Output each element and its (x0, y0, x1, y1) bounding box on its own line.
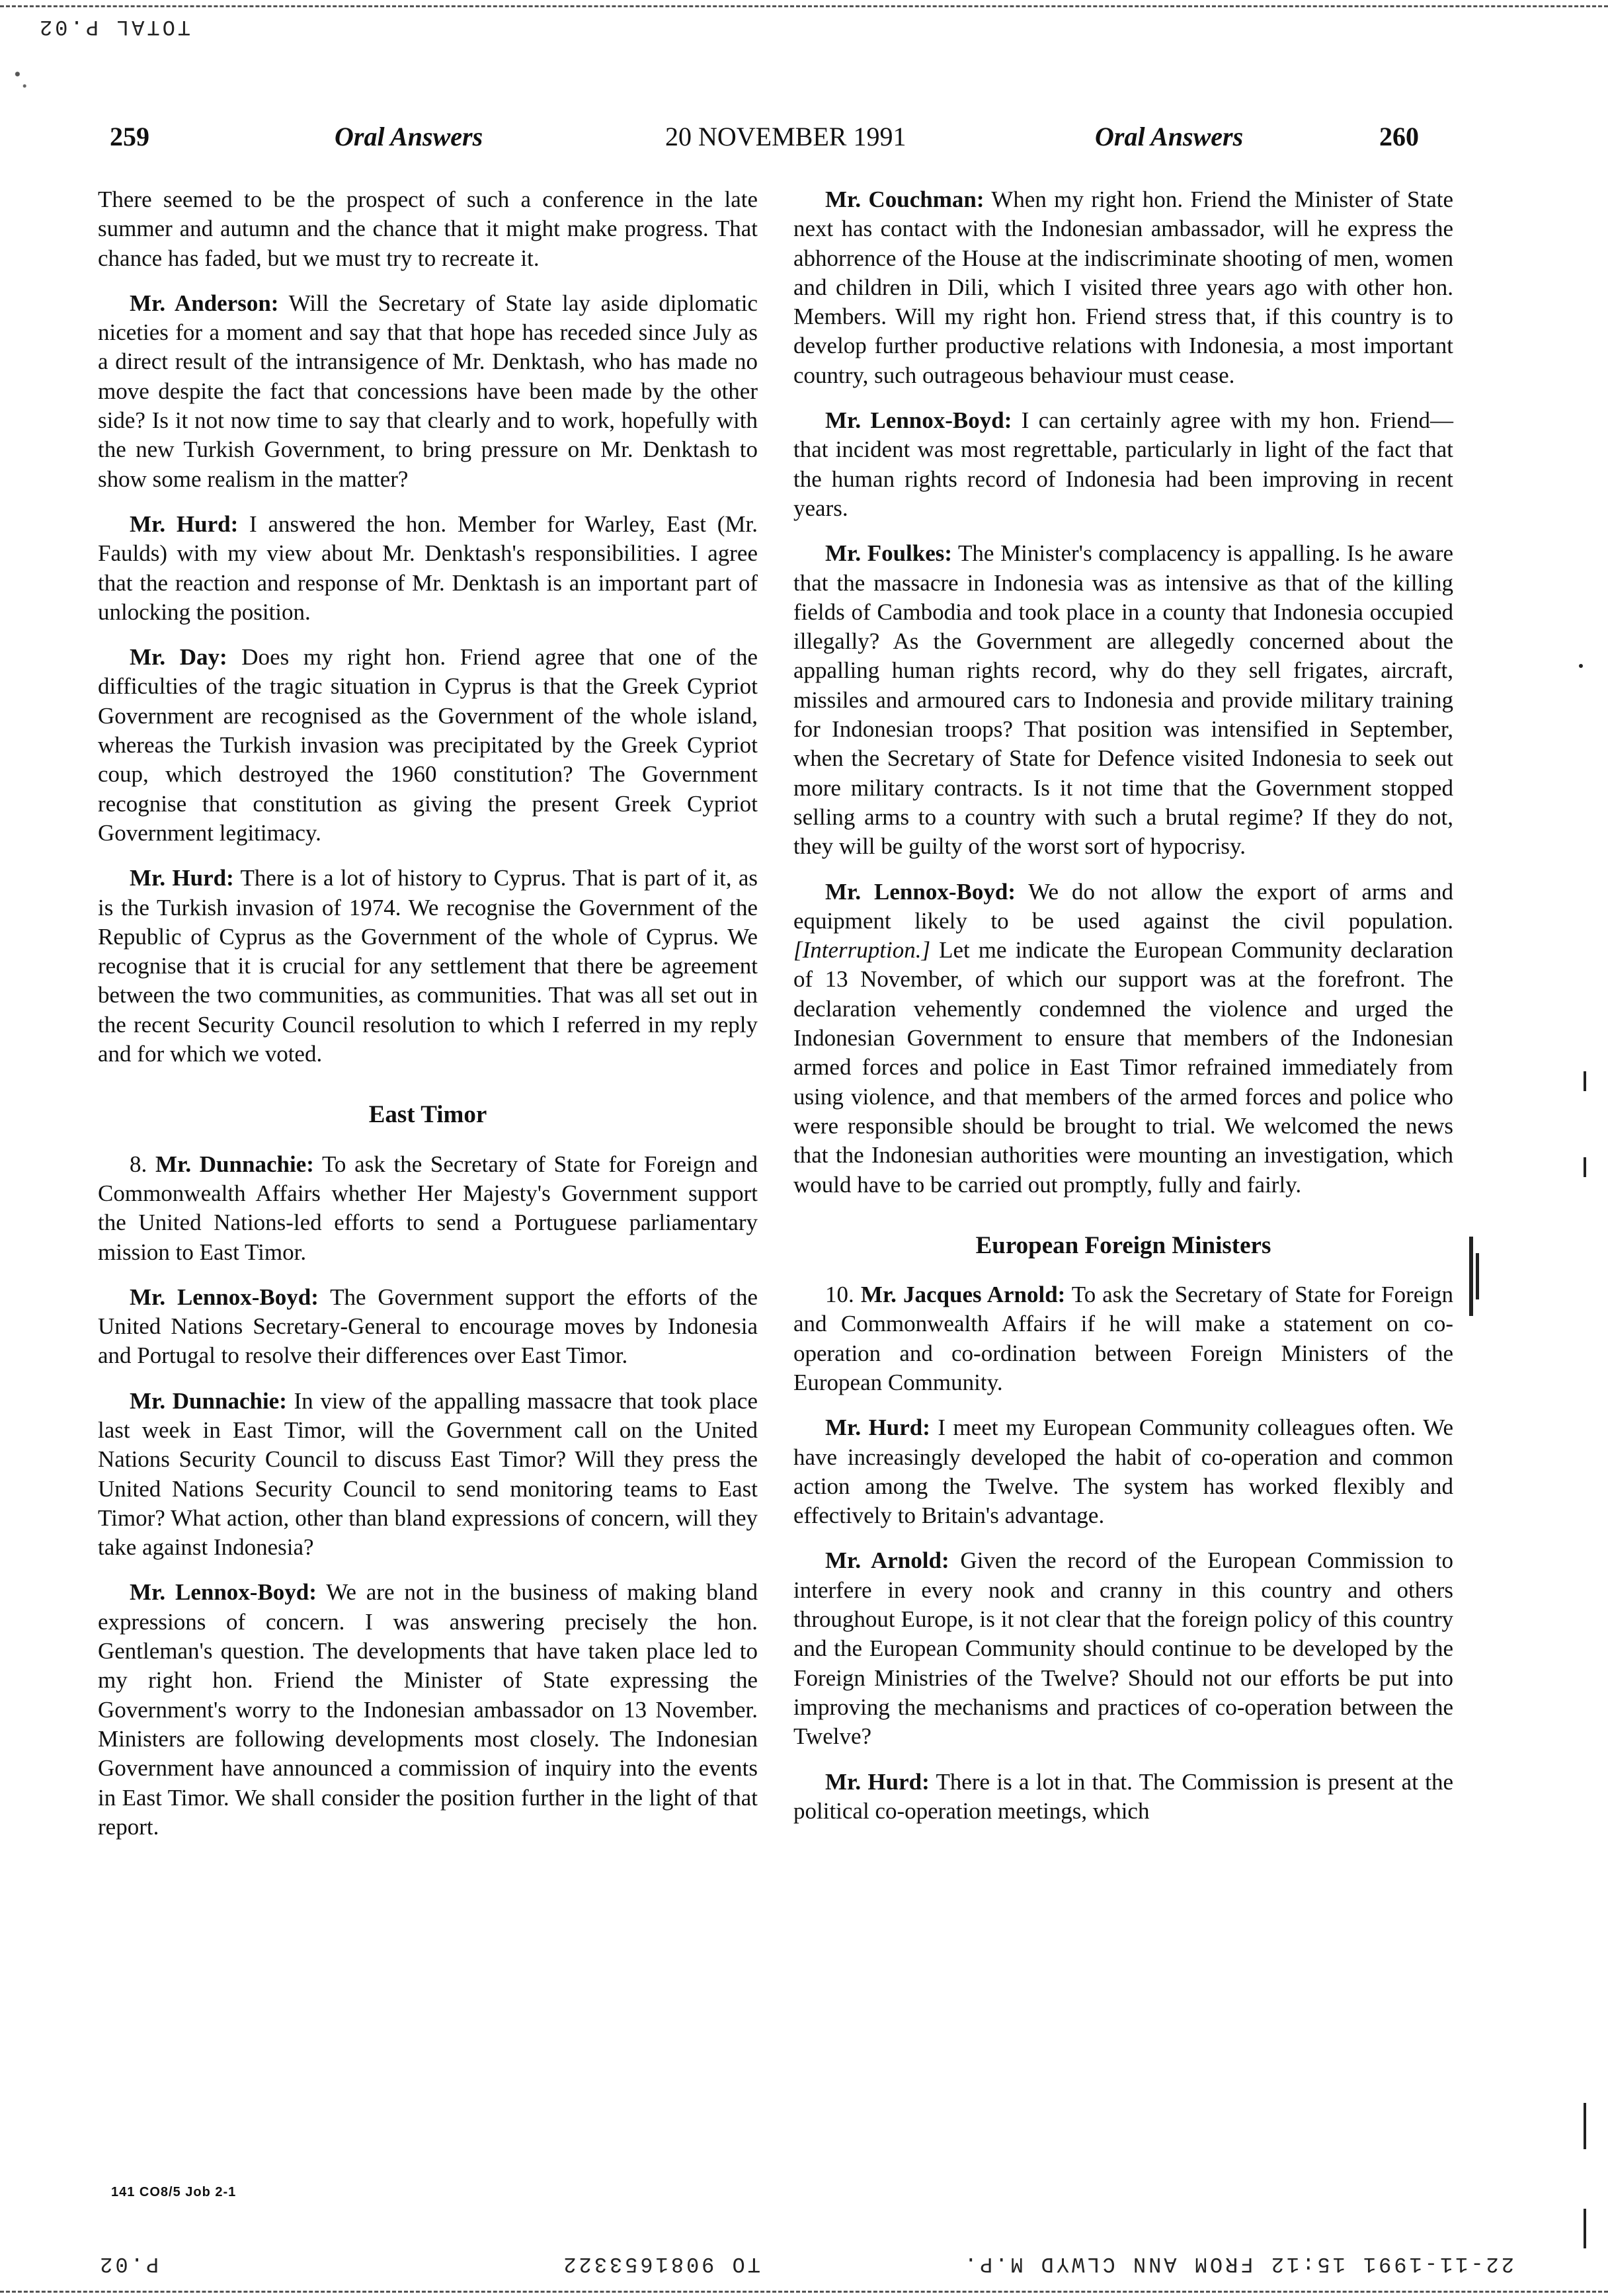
paragraph: There seemed to be the prospect of such a conference in the late summer and autumn and the chance that it might make progress. That chance has faded, but we must try to recreate it. (98, 186, 758, 271)
paragraph: Mr. Hurd: There is a lot of history to Cyprus. That is part of it, as is the Turkish invasion of 1974. We recognise the Government of the Republic of Cyprus as the Government of the whole of Cyprus. We recognise that it is crucial for any settlement that there be agreement between the two communities, as communities. That was all set out in the recent Security Council resolution to which I referred in my reply and for which we voted. (98, 865, 758, 1067)
question-paragraph: 8. Mr. Dunnachie: To ask the Secretary of State for Foreign and Commonwealth Affairs whether Her Majesty's Government support the United Nations-led efforts to send a Portuguese parliamentary mission to East Timor. (98, 1151, 758, 1265)
paragraph: Mr. Dunnachie: In view of the appalling massacre that took place last week in East Timor, will the Government call on the United Nations Security Council to discuss East Timor? Will they press the United Nations Security Council to send monitoring teams to East Timor? What action, other than bland expressions of concern, will they take against Indonesia? (98, 1387, 758, 1561)
margin-annotation-bracket (1469, 1237, 1473, 1316)
paragraph: Mr. Hurd: I answered the hon. Member for Warley, East (Mr. Faulds) with my view about Mr. Denktash's responsibilities. I agree that the reaction and response of Mr. Denktash is an important part of unlocking the position. (98, 511, 758, 625)
question-number: 8. (130, 1151, 147, 1177)
speaker-name: Mr. Hurd: (825, 1414, 930, 1441)
speaker-name: Mr. Hurd: (825, 1768, 930, 1795)
page-date: 20 NOVEMBER 1991 (665, 122, 906, 151)
left-column (98, 185, 758, 1858)
left-running-title: Oral Answers (335, 122, 483, 151)
paragraph: Mr. Arnold: Given the record of the European Commission to interfere in every nook and cranny in this country and others throughout Europe, is it not clear that the foreign policy of this country and the European Community should continue to be developed by the Foreign Ministries of the Twelve? Should not our efforts be put into improving the mechanisms and practices of co-operation between the Twelve? (793, 1547, 1453, 1750)
right-page-number: 260 (1379, 122, 1419, 151)
margin-dot (1579, 664, 1583, 668)
paragraph: Mr. Couchman: When my right hon. Friend the Minister of State next has contact with the Indonesian ambassador, will he express the abhorrence of the House at the indiscriminate shooting of men, women and children in Dili, which I visited three years ago with other hon. Members. Will my right hon. Friend stress that, if this country is to develop further productive relations with Indonesia, a most important country, such outrageous behaviour must cease. (793, 186, 1453, 388)
fax-recipient-number: TO 9081653322 (561, 2252, 760, 2276)
speaker-name: Mr. Hurd: (130, 511, 239, 537)
speaker-name: Mr. Couchman: (825, 186, 985, 212)
speaker-name: Mr. Jacques Arnold: (860, 1282, 1066, 1308)
left-page-number: 259 (110, 122, 149, 151)
print-job-code: 141 CO8/5 Job 2-1 (111, 2185, 237, 2199)
fax-date-sender: 22-11-1991 15:12 FROM ANN CLWYD M.P. (961, 2252, 1514, 2276)
section-heading: European Foreign Ministers (975, 1231, 1271, 1259)
right-column (793, 185, 1453, 1842)
question-paragraph: 10. Mr. Jacques Arnold: To ask the Secretary of State for Foreign and Commonwealth Affairs if he will make a statement on co-operation and co-ordination between Foreign Ministers of the European Community. (793, 1282, 1453, 1395)
scan-speck (8, 58, 32, 98)
margin-mark (1584, 1157, 1586, 1177)
paragraph: Mr. Day: Does my right hon. Friend agree that one of the difficulties of the tragic situation in Cyprus is that the Greek Cypriot Government are recognised as the Government of the whole island, whereas the Turkish invasion was precipitated by the Greek Cypriot coup, which destroyed the 1960 constitution? The Government recognise that constitution as giving the present Greek Cypriot Government legitimacy. (98, 644, 758, 846)
paragraph: Mr. Hurd: I meet my European Community colleagues often. We have increasingly developed the habit of co-operation and common action among the Twelve. The system has worked flexibly and effectively to Britain's advantage. (793, 1414, 1454, 1529)
paragraph: Mr. Anderson: Will the Secretary of State lay aside diplomatic niceties for a moment and say that that hope has receded since July as a direct result of the intransigence of Mr. Denktash, who has made no move despite the fact that concessions have been made by the other side? Is it not now time to say that clearly and to work, hopefully with the new Turkish Government, to bring pressure on Mr. Denktash to show some realism in the matter? (98, 290, 758, 492)
speaker-name: Mr. Lennox-Boyd: (130, 1284, 319, 1310)
paragraph: Mr. Foulkes: The Minister's complacency is appalling. Is he aware that the massacre in Indonesia was as intensive as that of the killing fields of Cambodia and took place in a county that Indonesia occupied illegally? As the Government are allegedly concerned about the appalling human rights record, why do they sell frigates, aircraft, missiles and armoured cars to Indonesia and provide military training for Indonesian troops? That position was intensified in September, when the Secretary of State for Defence visited Indonesia to seek out more military contracts. Is it not time that the Government stopped selling arms to a country with such a brutal regime? If they do not, they will be guilty of the worst sort of hypocrisy. (793, 540, 1454, 860)
section-heading: East Timor (368, 1101, 487, 1129)
speaker-name: Mr. Lennox-Boyd: (825, 407, 1012, 434)
interruption-note: [Interruption.] (793, 937, 931, 964)
speaker-name: Mr. Hurd: (130, 865, 234, 891)
speaker-name: Mr. Lennox-Boyd: (825, 878, 1016, 905)
margin-mark (1584, 2103, 1586, 2149)
speaker-name: Mr. Dunnachie: (130, 1387, 287, 1414)
fax-page-number: P.02 (97, 2252, 159, 2276)
paragraph: Mr. Lennox-Boyd: We are not in the business of making bland expressions of concern. I was answering precisely the hon. Gentleman's question. The developments that have taken place led to my right hon. Friend the Minister of State expressing the Government's worry to the Indonesian ambassador on 13 November. Ministers are following developments most closely. The Indonesian Government have announced a commission of inquiry into the events in East Timor. We shall consider the position further in the light of that report. (98, 1579, 758, 1840)
fax-top-border (0, 5, 1608, 7)
speaker-name: Mr. Lennox-Boyd: (130, 1579, 317, 1606)
fax-total-pages: TOTAL P.02 (37, 15, 191, 39)
speaker-name: Mr. Day: (130, 644, 227, 671)
fax-bottom-border (0, 2291, 1608, 2293)
page-header (110, 121, 1432, 158)
speaker-name: Mr. Dunnachie: (155, 1151, 314, 1177)
paragraph: Mr. Lennox-Boyd: I can certainly agree with my hon. Friend—that incident was most regrettable, particularly in light of the fact that the human rights record of Indonesia had been improving in recent years. (793, 407, 1453, 521)
question-number: 10. (825, 1282, 854, 1308)
paragraph: Mr. Lennox-Boyd: The Government support the efforts of the United Nations Secretary-General to encourage moves by Indonesia and Portugal to resolve their differences over East Timor. (98, 1284, 758, 1369)
fax-transmission-line (86, 2247, 1514, 2276)
margin-mark (1584, 1071, 1586, 1091)
speaker-name: Mr. Arnold: (825, 1547, 949, 1574)
speaker-name: Mr. Anderson: (130, 290, 279, 316)
margin-annotation-bracket (1476, 1253, 1479, 1299)
paragraph: Mr. Hurd: There is a lot in that. The Commission is present at the political co-operation meetings, which (793, 1768, 1453, 1824)
margin-mark (1584, 2209, 1586, 2248)
paragraph: Mr. Lennox-Boyd: We do not allow the export of arms and equipment likely to be used against the civil population. [Interruption.] Let me indicate the European Community declaration of 13 November, of which our support was at the forefront. The declaration vehemently condemned the violence and urged the Indonesian Government to ensure that members of the Indonesian armed forces and police in East Timor refrained immediately from using violence, and that members of the armed forces and police who were responsible should be brought to trial. We welcomed the news that the Indonesian authorities were mounting an investigation, which would have to be carried out promptly, fully and fairly. (793, 878, 1454, 1198)
speaker-name: Mr. Foulkes: (825, 540, 953, 567)
right-running-title: Oral Answers (1095, 122, 1244, 151)
